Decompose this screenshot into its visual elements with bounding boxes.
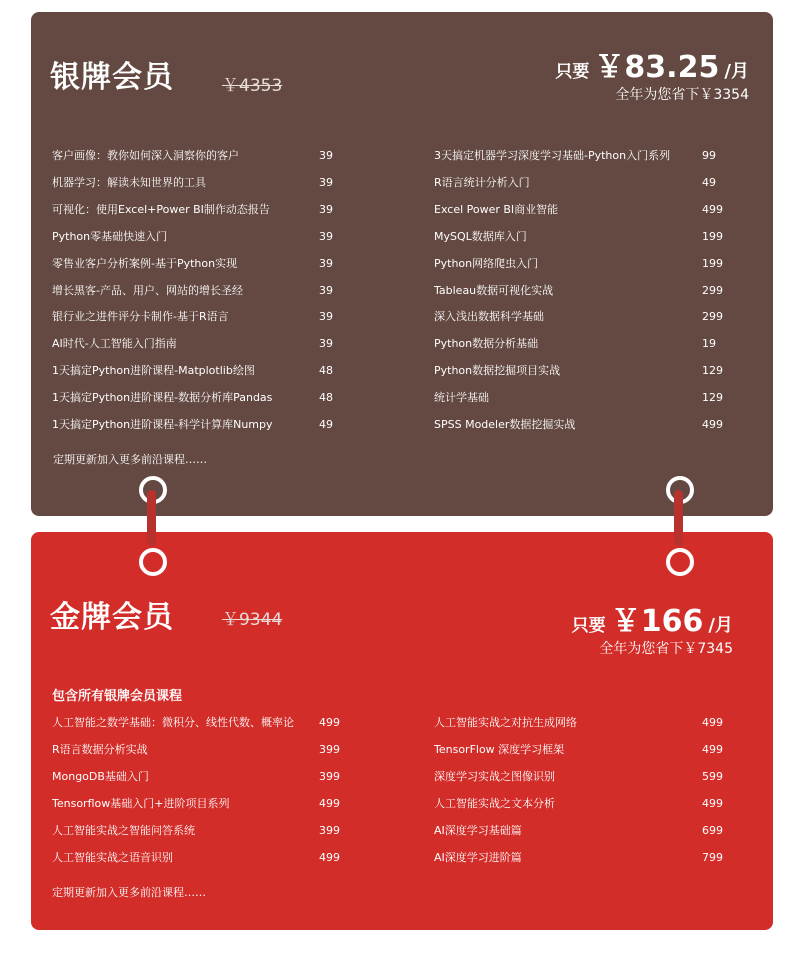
course-price: 39 <box>319 256 333 270</box>
course-price: 39 <box>319 229 333 243</box>
course-price: 499 <box>702 796 723 810</box>
course-name: 客户画像：教你如何深入洞察你的客户 <box>52 149 239 162</box>
course-name: 人工智能实战之智能问答系统 <box>52 823 195 837</box>
connector-bar-left <box>147 490 156 546</box>
course-price: 129 <box>702 364 723 378</box>
gold-savings: 全年为您省下￥7345 <box>599 641 733 657</box>
course-price: 39 <box>319 337 333 351</box>
course-price: 129 <box>702 391 723 405</box>
course-price: 19 <box>702 337 716 351</box>
course-name: MongoDB基础入门 <box>52 769 149 783</box>
course-name: 增长黑客-产品、用户、网站的增长圣经 <box>52 283 243 297</box>
course-price: 499 <box>319 716 340 729</box>
course-name: Python数据挖掘项目实战 <box>434 364 561 378</box>
course-name: 人工智能实战之语音识别 <box>52 850 173 864</box>
course-name: 统计学基础 <box>434 391 489 405</box>
course-name: AI时代-人工智能入门指南 <box>52 337 177 351</box>
gold-membership-card <box>31 532 773 930</box>
course-price: 499 <box>319 850 340 864</box>
gold-price-label: 只要 <box>571 616 606 636</box>
silver-original-price: ￥4353 <box>222 76 283 96</box>
course-name: Tensorflow基础入门+进阶项目系列 <box>52 796 230 810</box>
gold-price-box <box>572 596 733 658</box>
course-name: 机器学习：解读未知世界的工具 <box>52 175 206 189</box>
course-price: 699 <box>702 823 723 837</box>
course-name: Tableau数据可视化实战 <box>434 283 554 297</box>
course-price: 39 <box>319 283 333 297</box>
course-name: 人工智能之数学基础：微积分、线性代数、概率论 <box>52 716 294 729</box>
silver-note: 定期更新加入更多前沿课程…… <box>53 453 207 466</box>
course-name: 人工智能实战之对抗生成网络 <box>434 716 577 729</box>
course-price: 399 <box>319 769 340 783</box>
course-name: 深度学习实战之图像识别 <box>434 769 555 783</box>
course-name: 深入浅出数据科学基础 <box>434 310 544 324</box>
course-price: 39 <box>319 175 333 189</box>
silver-savings: 全年为您省下￥3354 <box>615 87 749 103</box>
gold-price-unit: /月 <box>708 615 733 636</box>
course-name: AI深度学习基础篇 <box>434 823 522 837</box>
course-name: Python数据分析基础 <box>434 337 539 351</box>
course-price: 299 <box>702 310 723 324</box>
course-price: 199 <box>702 229 723 243</box>
course-price: 399 <box>319 742 340 756</box>
course-price: 299 <box>702 283 723 297</box>
silver-price: ￥83.25 <box>594 50 720 85</box>
silver-price-label: 只要 <box>555 62 590 82</box>
course-name: 银行业之进件评分卡制作-基于R语言 <box>52 310 229 324</box>
gold-original-price: ￥9344 <box>222 610 283 630</box>
gold-subheading: 包含所有银牌会员课程 <box>52 689 183 704</box>
course-price: 49 <box>319 418 333 431</box>
course-price: 599 <box>702 769 723 783</box>
course-price: 48 <box>319 391 333 405</box>
course-name: MySQL数据库入门 <box>434 229 527 243</box>
course-price: 39 <box>319 202 333 216</box>
course-price: 799 <box>702 850 723 864</box>
gold-price: ￥166 <box>610 604 704 639</box>
course-name: Excel Power BI商业智能 <box>434 202 559 216</box>
gold-title: 金牌会员 <box>50 600 174 635</box>
course-price: 399 <box>319 823 340 837</box>
course-name: AI深度学习进阶篇 <box>434 850 522 864</box>
course-name: SPSS Modeler数据挖掘实战 <box>434 418 576 431</box>
course-name: 1天搞定Python进阶课程-Matplotlib绘图 <box>52 364 255 378</box>
course-price: 499 <box>702 742 723 756</box>
course-name: 1天搞定Python进阶课程-数据分析库Pandas <box>52 391 273 405</box>
course-price: 99 <box>702 149 716 162</box>
course-name: R语言数据分析实战 <box>52 742 148 756</box>
course-name: 零售业客户分析案例-基于Python实现 <box>52 256 238 270</box>
silver-price-box <box>555 42 749 104</box>
course-name: 3天搞定机器学习深度学习基础-Python入门系列 <box>434 149 671 162</box>
silver-membership-card <box>31 12 773 516</box>
connector-ring-bottom-left <box>139 548 167 576</box>
course-name: 人工智能实战之文本分析 <box>434 796 555 810</box>
course-name: Python网络爬虫入门 <box>434 256 539 270</box>
gold-note: 定期更新加入更多前沿课程…… <box>52 886 206 899</box>
connector-bar-right <box>674 490 683 546</box>
course-price: 499 <box>702 202 723 216</box>
course-name: R语言统计分析入门 <box>434 175 530 189</box>
course-price: 39 <box>319 149 333 162</box>
course-price: 499 <box>702 716 723 729</box>
course-price: 48 <box>319 364 333 378</box>
course-price: 499 <box>319 796 340 810</box>
connector-ring-bottom-right <box>666 548 694 576</box>
silver-title: 银牌会员 <box>50 60 174 95</box>
course-name: TensorFlow 深度学习框架 <box>434 742 565 756</box>
course-price: 39 <box>319 310 333 324</box>
course-name: Python零基础快速入门 <box>52 229 168 243</box>
course-price: 49 <box>702 175 716 189</box>
course-price: 499 <box>702 418 723 431</box>
course-price: 199 <box>702 256 723 270</box>
silver-price-unit: /月 <box>724 61 749 82</box>
course-name: 可视化：使用Excel+Power BI制作动态报告 <box>52 202 270 216</box>
course-name: 1天搞定Python进阶课程-科学计算库Numpy <box>52 418 273 431</box>
